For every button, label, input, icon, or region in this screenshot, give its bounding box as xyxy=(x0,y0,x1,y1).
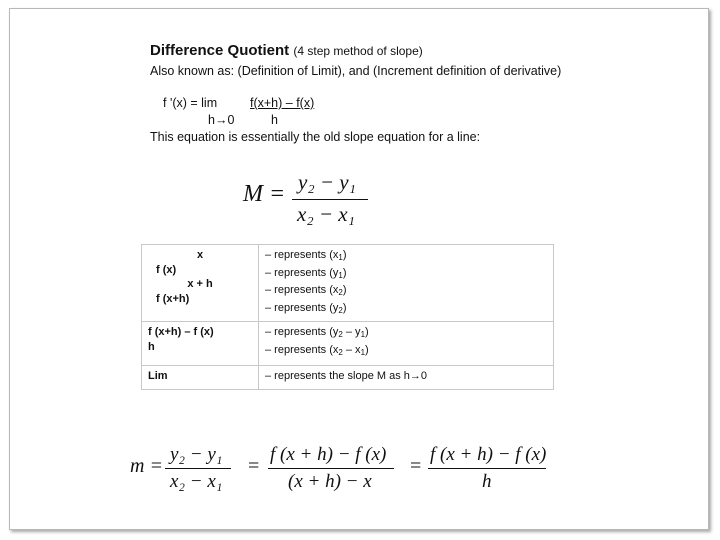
row-desc: – represents $(x_2)$ xyxy=(265,284,347,297)
row-label: f (x) xyxy=(156,263,177,276)
formula-denominator: h xyxy=(271,113,278,127)
table-row xyxy=(142,245,554,322)
row-label: h xyxy=(148,340,155,353)
table-row xyxy=(142,366,554,390)
table-cell-left xyxy=(142,322,259,366)
slide-title xyxy=(150,42,423,59)
bottom-eq-equals: = xyxy=(248,455,260,477)
slope-eq-fraction-bar xyxy=(292,199,368,200)
row-label: Lim xyxy=(148,370,168,382)
slope-eq-numerator: y₂ − y₁ xyxy=(298,170,356,194)
table-row xyxy=(142,322,554,366)
slope-eq-lhs: M = xyxy=(243,181,286,207)
bottom-frac1-bar xyxy=(165,468,231,469)
row-desc: – represents the slope M as h→0 xyxy=(265,370,428,382)
row-desc: – represents $(y_2 - y_1)$ xyxy=(265,326,369,339)
table-cell-left xyxy=(142,245,259,322)
slope-eq-denominator: x₂ − x₁ xyxy=(297,202,355,226)
bottom-frac1-numerator: y₂ − y₁ xyxy=(170,444,223,465)
bottom-frac3-denominator: h xyxy=(482,471,492,492)
lim-subscript: h→0 xyxy=(208,113,235,127)
bottom-frac3-numerator: f (x + h) − f (x) xyxy=(430,444,547,465)
bottom-frac2-numerator: f (x + h) − f (x) xyxy=(270,444,387,465)
bottom-frac3-bar xyxy=(428,468,546,469)
fprime-lim: f '(x) = lim xyxy=(163,96,218,110)
table-cell-right xyxy=(259,322,554,366)
title-subtitle: (4 step method of slope) xyxy=(293,44,423,58)
row-desc: – represents $(y_2)$ xyxy=(265,301,347,315)
row-desc: – represents $(x_2 - x_1)$ xyxy=(265,343,369,357)
essentially-text: This equation is essentially the old slope equation for a line: xyxy=(150,130,481,144)
formula-numerator: f(x+h) – f(x) xyxy=(250,96,315,110)
also-known-text: Also known as: (Definition of Limit), and (Increment definition of derivative) xyxy=(150,64,562,78)
row-label: x + h xyxy=(187,278,213,290)
bottom-frac2-bar xyxy=(268,468,394,469)
row-label: f (x+h) – f (x) xyxy=(148,326,214,338)
table-cell-right xyxy=(259,245,554,322)
row-desc: – represents $(y_1)$ xyxy=(265,266,347,280)
table-cell-right xyxy=(259,366,554,390)
definitions-table xyxy=(141,244,554,390)
title-text: Difference Quotient xyxy=(150,42,290,59)
row-label: f (x+h) xyxy=(156,292,190,305)
table-cell-left xyxy=(142,366,259,390)
bottom-frac2-denominator: (x + h) − x xyxy=(288,471,372,492)
bottom-frac1-denominator: x₂ − x₁ xyxy=(170,471,223,492)
row-desc: – represents $(x_1)$ xyxy=(265,249,347,262)
row-label: x xyxy=(196,249,204,261)
bottom-eq-equals: = xyxy=(410,455,422,477)
bottom-eq-lhs: m = xyxy=(130,455,163,477)
